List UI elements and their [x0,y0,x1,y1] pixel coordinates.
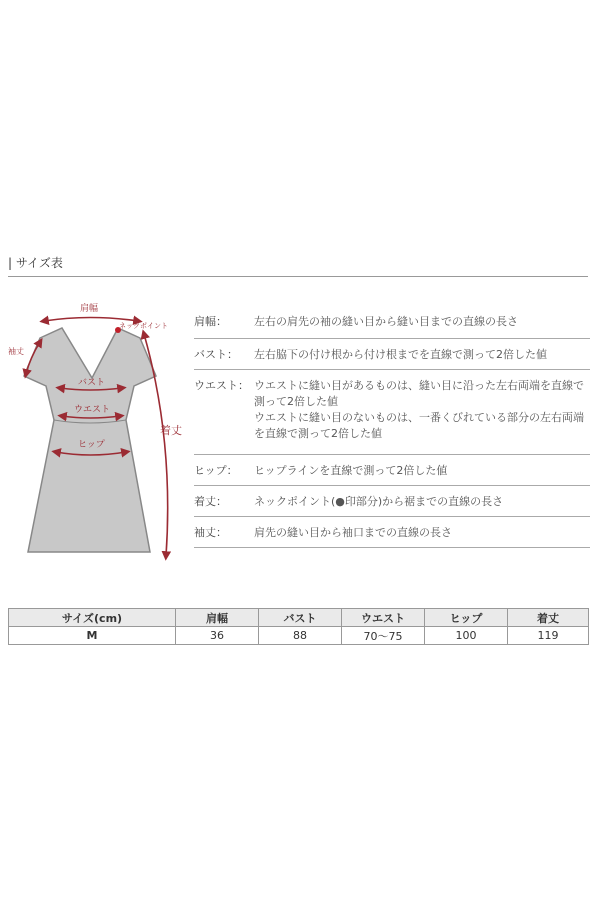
waist-label: ウエスト [74,405,111,415]
definition-row [194,455,590,486]
size-table-cell: 36 [176,627,259,645]
definition-label: ヒップ： [194,464,238,477]
definition-label: バスト： [194,348,238,361]
definition-text: 左右の肩先の袖の縫い目から縫い目までの直線の長さ [254,315,518,328]
sleeve-label: 袖丈 [8,347,24,356]
size-table-header: ヒップ [425,609,508,627]
size-table-cell: 70〜75 [342,627,425,645]
size-table-header: 肩幅 [176,609,259,627]
table-row [9,627,589,645]
definition-text: 左右脇下の付け根から付け根までを直線で測って2倍した値 [254,348,547,361]
definition-text: ウエストに縫い目があるものは、縫い目に沿った左右両端を直線で 測って2倍した値 ウエストに縫い目のないものは、一番くびれている部分の左右両端 を直線で測って2倍した値 [254,379,584,440]
definition-text: ネックポイント(●印部分)から裾までの直線の長さ [254,495,504,508]
size-table-header: サイズ(cm) [9,609,176,627]
size-table [8,608,589,645]
section-title: | サイズ表 [8,256,63,270]
hip-label: ヒップ [78,440,105,450]
measurement-definitions [194,306,590,548]
definition-row [194,370,590,455]
definition-label: 着丈： [194,495,227,508]
title-divider [8,276,588,277]
size-table-cell: M [9,627,176,645]
shoulder-label: 肩幅 [80,304,99,314]
definition-row [194,339,590,370]
definition-label: ウエスト： [194,379,249,392]
neck-point-label: ネックポイント [119,322,168,330]
dress-diagram [0,290,192,580]
bust-label: バスト [78,378,106,388]
definition-row [194,486,590,517]
definition-label: 肩幅： [194,315,227,328]
shoulder-arrow [44,318,138,322]
definition-text: ヒップラインを直線で測って2倍した値 [254,464,448,477]
size-table-header: ウエスト [342,609,425,627]
size-table-header: 着丈 [508,609,589,627]
length-label: 着丈 [160,424,182,437]
size-table-cell: 100 [425,627,508,645]
size-table-cell: 88 [259,627,342,645]
definition-text: 肩先の縫い目から袖口までの直線の長さ [254,526,452,539]
definition-label: 袖丈： [194,526,227,539]
definition-row [194,517,590,548]
definition-row [194,306,590,339]
size-table-cell: 119 [508,627,589,645]
size-table-header: バスト [259,609,342,627]
size-table-header-row [9,609,589,627]
